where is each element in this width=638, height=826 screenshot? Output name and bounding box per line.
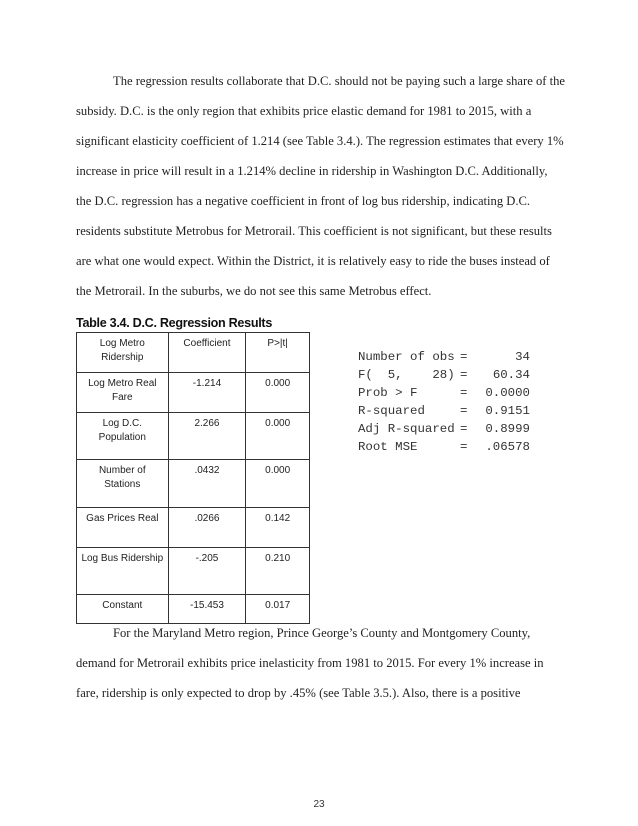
cell-p-value: 0.017 (246, 595, 310, 624)
paragraph-line: The regression results collaborate that D.C. should not be paying such a large share of the (113, 74, 565, 88)
stat-row-r-squared (358, 402, 530, 420)
table-header-row (77, 333, 310, 373)
stat-equals: = (460, 440, 468, 454)
cell-variable: Log Metro Real Fare (77, 373, 169, 413)
stat-equals: = (460, 368, 468, 382)
cell-variable: Log Bus Ridership (77, 548, 169, 595)
stat-value: 0.0000 (485, 386, 530, 400)
cell-coefficient: -1.214 (168, 373, 246, 413)
stat-equals: = (460, 386, 468, 400)
cell-p-value: 0.000 (246, 413, 310, 460)
regression-table (76, 332, 310, 624)
stat-equals: = (460, 404, 468, 418)
paragraph-line: are what one would expect. Within the District, it is relatively easy to ride the buses instead of (76, 254, 550, 268)
stat-label: R-squared (358, 404, 425, 418)
stat-value: 0.9151 (485, 404, 530, 418)
paragraph-line: fare, ridership is only expected to drop by .45% (see Table 3.5.). Also, there is a positive (76, 686, 521, 700)
stat-row-prob-f (358, 384, 530, 402)
paragraph-line: residents substitute Metrobus for Metrorail. This coefficient is not significant, but these results (76, 224, 552, 238)
stat-equals: = (460, 350, 468, 364)
table-title: Table 3.4. D.C. Regression Results (76, 316, 273, 330)
stat-value: 34 (515, 350, 530, 364)
stat-row-root-mse (358, 438, 530, 456)
stat-row-adj-r-squared (358, 420, 530, 438)
cell-coefficient: -15.453 (168, 595, 246, 624)
cell-coefficient: .0432 (168, 460, 246, 508)
table-row (77, 595, 310, 624)
cell-p-value: 0.142 (246, 508, 310, 548)
cell-coefficient: -.205 (168, 548, 246, 595)
table-row (77, 373, 310, 413)
header-p-value: P>|t| (246, 333, 310, 373)
cell-variable: Number of Stations (77, 460, 169, 508)
header-dependent-variable: Log Metro Ridership (77, 333, 169, 373)
paragraph-line: significant elasticity coefficient of 1.214 (see Table 3.4.). The regression estimates that every 1% (76, 134, 564, 148)
header-coefficient: Coefficient (168, 333, 246, 373)
cell-variable: Constant (77, 595, 169, 624)
stat-label: Root MSE (358, 440, 418, 454)
cell-coefficient: .0266 (168, 508, 246, 548)
stat-row-f-statistic (358, 366, 530, 384)
cell-variable: Gas Prices Real (77, 508, 169, 548)
stat-label: Prob > F (358, 386, 418, 400)
paragraph-line: demand for Metrorail exhibits price inelasticity from 1981 to 2015. For every 1% increase in (76, 656, 544, 670)
stat-row-number-of-obs (358, 348, 530, 366)
stat-value: 60.34 (492, 368, 530, 382)
cell-coefficient: 2.266 (168, 413, 246, 460)
cell-p-value: 0.000 (246, 373, 310, 413)
table-row (77, 508, 310, 548)
cell-p-value: 0.000 (246, 460, 310, 508)
paragraph-line: For the Maryland Metro region, Prince George’s County and Montgomery County, (113, 626, 531, 640)
cell-p-value: 0.210 (246, 548, 310, 595)
paragraph-line: the D.C. regression has a negative coefficient in front of log bus ridership, indicating D.C. (76, 194, 531, 208)
stat-value: .06578 (485, 440, 530, 454)
paragraph-line: subsidy. D.C. is the only region that exhibits price elastic demand for 1981 to 2015, with a (76, 104, 532, 118)
regression-summary-stats (358, 348, 530, 456)
stat-label: F( 5, 28) (358, 368, 455, 382)
stat-label: Adj R-squared (358, 422, 455, 436)
paragraph-line: increase in price will result in a 1.214% decline in ridership in Washington D.C. Additionally, (76, 164, 548, 178)
stat-value: 0.8999 (485, 422, 530, 436)
table-row (77, 460, 310, 508)
page-number: 23 (313, 799, 325, 810)
table-row (77, 413, 310, 460)
stat-label: Number of obs (358, 350, 455, 364)
table-row (77, 548, 310, 595)
cell-variable: Log D.C. Population (77, 413, 169, 460)
paragraph-line: the Metrorail. In the suburbs, we do not see this same Metrobus effect. (76, 284, 432, 298)
stat-equals: = (460, 422, 468, 436)
